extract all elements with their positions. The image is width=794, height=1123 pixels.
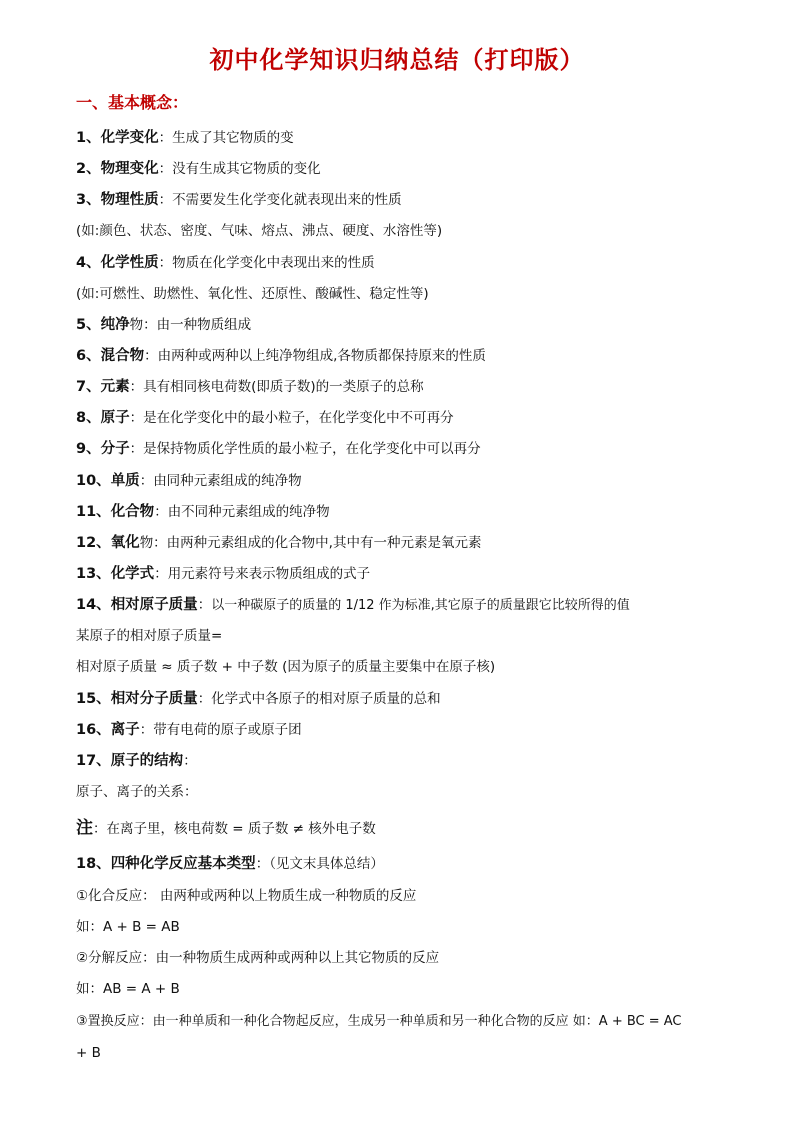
list-item: 5、纯净物：由一种物质组成 — [76, 317, 252, 333]
list-item: 如：A + B = AB — [76, 919, 180, 935]
list-item: 10、单质：由同种元素组成的纯净物 — [76, 473, 302, 489]
list-item: 3、物理性质：不需要发生化学变化就表现出来的性质 — [76, 192, 402, 208]
list-item: 11、化合物：由不同种元素组成的纯净物 — [76, 504, 330, 520]
list-item: 18、四种化学反应基本类型：（见文末具体总结） — [76, 856, 384, 872]
list-item: 12、氧化物：由两种元素组成的化合物中,其中有一种元素是氧元素 — [76, 535, 482, 551]
section-heading: 一、基本概念： — [76, 93, 189, 112]
list-item: 某原子的相对原子质量= — [76, 628, 223, 644]
list-item: 4、化学性质：物质在化学变化中表现出来的性质 — [76, 255, 375, 271]
list-item: ③置换反应：由一种单质和一种化合物起反应，生成另一种单质和另一种化合物的反应 如：A + BC = AC — [76, 1014, 682, 1029]
list-item: 原子、离子的关系： — [76, 784, 198, 800]
list-item: 9、分子：是保持物质化学性质的最小粒子，在化学变化中可以再分 — [76, 441, 481, 457]
page-title: 初中化学知识归纳总结（打印版） — [209, 46, 585, 74]
list-item: (如:可燃性、助燃性、氧化性、还原性、酸碱性、稳定性等) — [76, 286, 429, 302]
list-item: + B — [76, 1045, 101, 1061]
list-item: 17、原子的结构： — [76, 753, 197, 769]
list-item: ①化合反应： 由两种或两种以上物质生成一种物质的反应 — [76, 888, 417, 904]
list-item: ②分解反应：由一种物质生成两种或两种以上其它物质的反应 — [76, 950, 440, 966]
list-item: 8、原子：是在化学变化中的最小粒子，在化学变化中不可再分 — [76, 410, 454, 426]
note-line: 注：在离子里，核电荷数 = 质子数 ≠ 核外电子数 — [76, 818, 376, 838]
list-item: 1、化学变化：生成了其它物质的变 — [76, 130, 294, 146]
list-item: 如：AB = A + B — [76, 981, 180, 997]
list-item: 14、相对原子质量：以一种碳原子的质量的 1/12 作为标准,其它原子的质量跟它比较所得的值 — [76, 597, 630, 613]
list-item: (如:颜色、状态、密度、气味、熔点、沸点、硬度、水溶性等) — [76, 223, 443, 239]
list-item: 15、相对分子质量：化学式中各原子的相对原子质量的总和 — [76, 691, 441, 707]
list-item: 16、离子：带有电荷的原子或原子团 — [76, 722, 302, 738]
list-item: 13、化学式：用元素符号来表示物质组成的式子 — [76, 566, 371, 582]
list-item: 相对原子质量 ≈ 质子数 + 中子数 (因为原子的质量主要集中在原子核) — [76, 659, 496, 675]
list-item: 2、物理变化：没有生成其它物质的变化 — [76, 161, 321, 177]
list-item: 7、元素：具有相同核电荷数(即质子数)的一类原子的总称 — [76, 379, 424, 395]
list-item: 6、混合物：由两种或两种以上纯净物组成,各物质都保持原来的性质 — [76, 348, 486, 364]
